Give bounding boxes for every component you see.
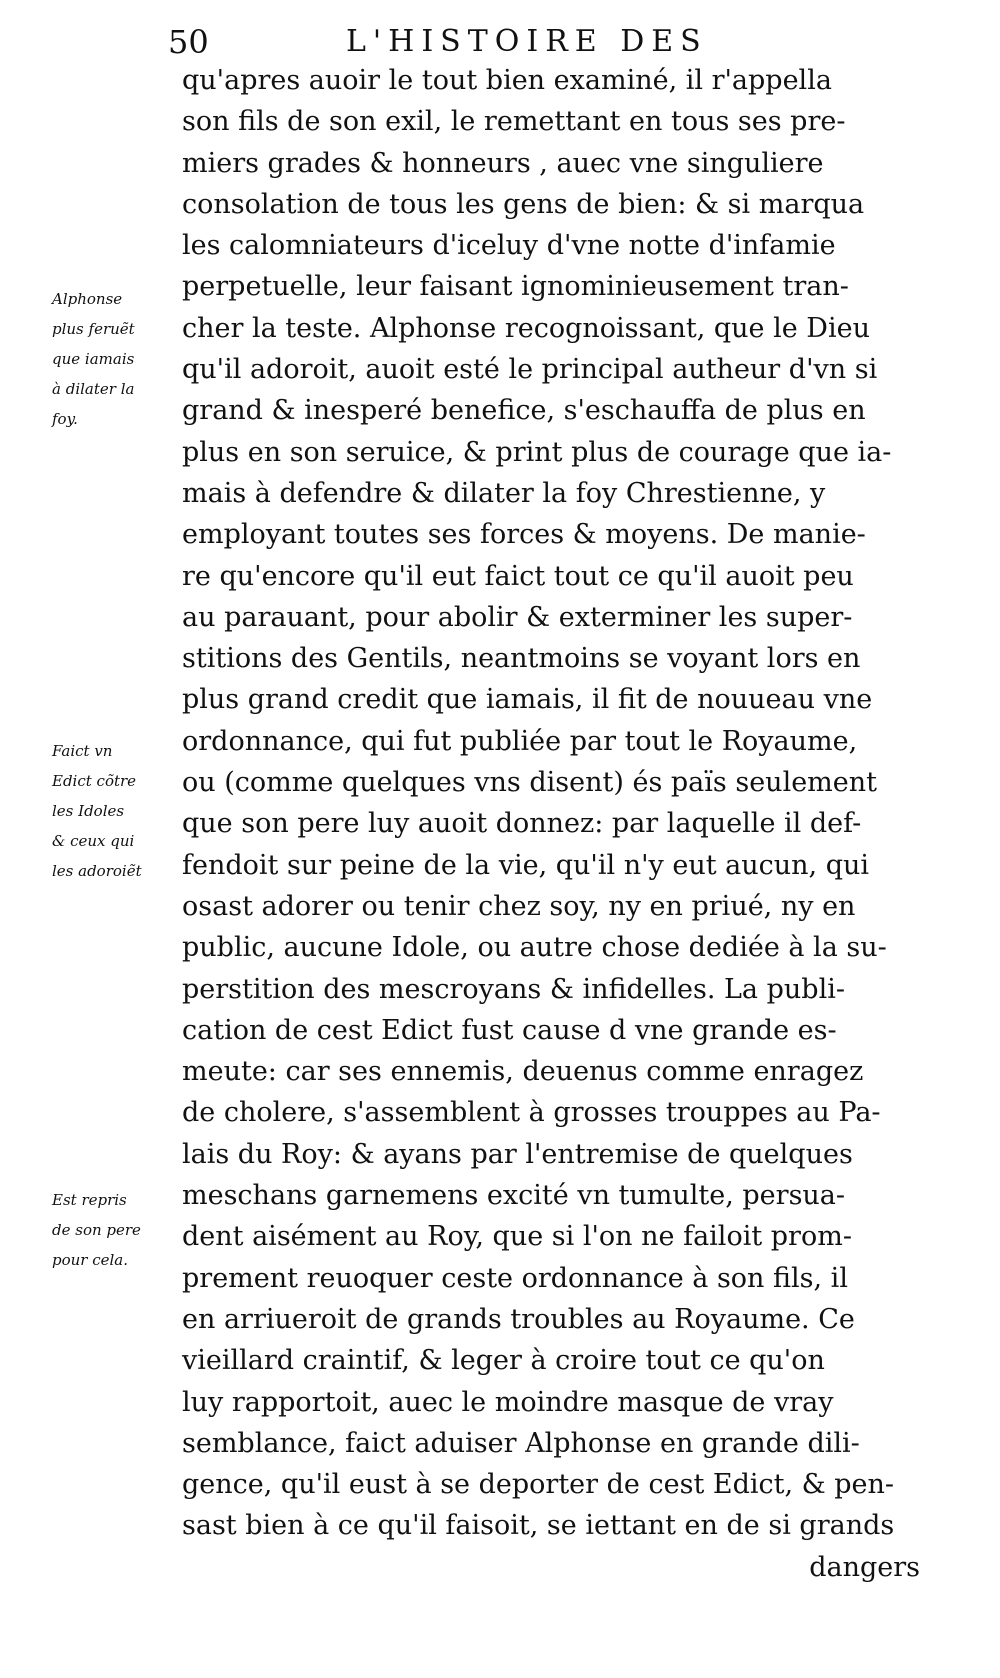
text-line: sast bien à ce qu'il faisoit, se iettant en de si grands	[182, 1510, 895, 1542]
text-line: plus en son seruice, & print plus de courage que ia-	[182, 436, 892, 468]
text-line: prement reuoquer ceste ordonnance à son fils, il	[182, 1262, 848, 1294]
text-line: mais à defendre & dilater la foy Chrestienne, y	[182, 477, 826, 509]
running-title: L'HISTOIRE DES	[346, 24, 708, 59]
text-line: miers grades & honneurs , auec vne singuliere	[182, 147, 824, 179]
marginal-note-line: à dilater la	[52, 380, 135, 398]
body-text	[182, 60, 922, 1588]
running-head	[168, 16, 868, 66]
text-line: consolation de tous les gens de bien: & si marqua	[182, 188, 865, 220]
text-line: osast adorer ou tenir chez soy, ny en priué, ny en	[182, 890, 856, 922]
marginal-note-line: Edict cõtre	[52, 772, 137, 790]
text-line: de cholere, s'assemblent à grosses trouppes au Pa-	[182, 1097, 881, 1129]
text-line: cation de cest Edict fust cause d vne grande es-	[182, 1014, 837, 1046]
text-line: au parauant, pour abolir & exterminer les super-	[182, 601, 853, 633]
marginal-note	[52, 736, 182, 886]
page-number: 50	[168, 23, 209, 61]
text-line: grand & inesperé benefice, s'eschauffa de plus en	[182, 395, 866, 427]
marginal-note-line: de son pere	[52, 1221, 141, 1239]
text-line: fendoit sur peine de la vie, qu'il n'y eut aucun, qui	[182, 849, 869, 881]
marginal-note-line: Alphonse	[52, 290, 123, 308]
text-line: semblance, faict aduiser Alphonse en grande dili-	[182, 1427, 860, 1459]
text-line: que son pere luy auoit donnez: par laquelle il def-	[182, 808, 862, 840]
marginal-note-line: & ceux qui	[52, 832, 135, 850]
text-line: dent aisément au Roy, que si l'on ne failoit prom-	[182, 1221, 852, 1253]
marginal-note	[52, 284, 182, 434]
text-line: perstition des mescroyans & infidelles. La publi-	[182, 973, 845, 1005]
text-line: cher la teste. Alphonse recognoissant, que le Dieu	[182, 312, 870, 344]
text-line: qu'apres auoir le tout bien examiné, il r'appella	[182, 65, 832, 96]
text-line: meschans garnemens excité vn tumulte, persua-	[182, 1180, 846, 1212]
catchword: dangers	[809, 1551, 920, 1583]
marginal-note-line: que iamais	[52, 350, 135, 368]
text-line: gence, qu'il eust à se deporter de cest Edict, & pen-	[182, 1469, 895, 1501]
text-line: lais du Roy: & ayans par l'entremise de quelques	[182, 1138, 853, 1170]
text-line: public, aucune Idole, ou autre chose dediée à la su-	[182, 932, 887, 964]
marginal-note-line: Est repris	[52, 1191, 127, 1209]
marginal-note-line: les Idoles	[52, 802, 125, 820]
text-line: plus grand credit que iamais, il fit de nouueau vne	[182, 684, 873, 716]
text-line: en arriueroit de grands troubles au Royaume. Ce	[182, 1303, 855, 1335]
text-line: vieillard craintif, & leger à croire tout ce qu'on	[182, 1345, 825, 1377]
text-line: re qu'encore qu'il eut faict tout ce qu'il auoit peu	[182, 560, 854, 592]
marginal-note	[52, 1185, 182, 1275]
marginal-note-line: foy.	[52, 410, 78, 428]
marginal-note-line: Faict vn	[52, 742, 113, 760]
text-line: les calomniateurs d'iceluy d'vne notte d'infamie	[182, 230, 836, 262]
text-line: ou (comme quelques vns disent) és païs seulement	[182, 767, 877, 799]
text-line: employant toutes ses forces & moyens. De manie-	[182, 519, 866, 551]
marginal-note-line: plus feruẽt	[52, 320, 135, 338]
text-line: perpetuelle, leur faisant ignominieusement tran-	[182, 271, 849, 303]
text-line: son fils de son exil, le remettant en tous ses pre-	[182, 106, 846, 138]
text-line: stitions des Gentils, neantmoins se voyant lors en	[182, 643, 861, 675]
text-line: ordonnance, qui fut publiée par tout le Royaume,	[182, 725, 858, 757]
marginal-note-line: pour cela.	[52, 1251, 129, 1269]
marginal-note-line: les adoroiẽt	[52, 862, 142, 880]
text-line: meute: car ses ennemis, deuenus comme enragez	[182, 1056, 864, 1088]
text-line: luy rapportoit, auec le moindre masque de vray	[182, 1386, 834, 1418]
text-line: qu'il adoroit, auoit esté le principal autheur d'vn si	[182, 354, 878, 386]
